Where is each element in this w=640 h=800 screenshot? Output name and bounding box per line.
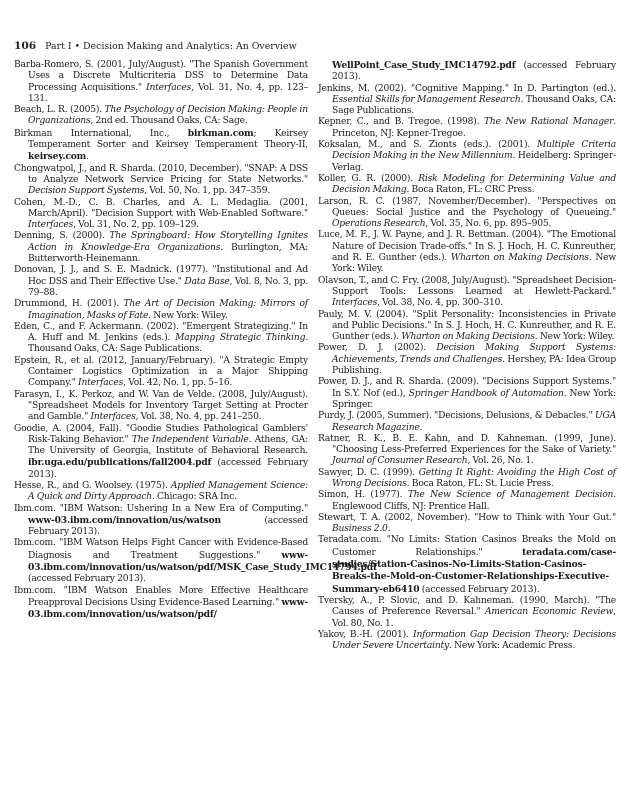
reference-text: Jenkins, M. (2002). "Cognitive Mapping." In D. Partington (ed.). bbox=[318, 83, 616, 94]
reference-text: . New York: Springer. bbox=[332, 388, 617, 410]
reference-text: . bbox=[387, 524, 391, 535]
reference-text: ; Keirsey Temperament Sorter and Keirsey Temperament Theory-II, bbox=[28, 128, 308, 151]
reference-source-title: Decision Making Support Systems: Achievements, Trends and Challenges bbox=[332, 343, 616, 365]
reference-source-title: Data Base bbox=[184, 276, 230, 287]
reference-source-title: Business 2.0 bbox=[332, 524, 388, 535]
reference-text: Yakov, B.-H. (2001). bbox=[318, 629, 414, 640]
reference-text: Denning, S. (2000). bbox=[14, 231, 110, 242]
reference-entry bbox=[14, 231, 308, 265]
reference-source-title: The New Science of Management Decision bbox=[407, 490, 614, 501]
reference-text: Chongwatpol, J., and R. Sharda. (2010, December). "SNAP: A DSS to Analyze Network Service Pricing for State Networks." bbox=[14, 163, 308, 185]
reference-text: . bbox=[419, 422, 423, 433]
reference-source-title: Interfaces bbox=[28, 220, 74, 231]
reference-text: . Thousand Oaks, CA: Sage Publications. bbox=[332, 94, 616, 117]
reference-url: ibr.uga.edu/publications/fall2004.pdf bbox=[28, 457, 212, 469]
reference-entry bbox=[14, 481, 308, 504]
reference-text: Purdy, J. (2005, Summer). "Decisions, Delusions, & Debacles." bbox=[318, 411, 595, 422]
reference-text: Ibm.com. "IBM Watson Enables More Effective Healthcare Preapproval Decisions Using Evidence-Based Learning." bbox=[14, 585, 308, 608]
reference-source-title: Information Gap Decision Theory: Decisions Under Severe Uncertainty bbox=[332, 629, 617, 652]
reference-entry bbox=[318, 377, 616, 411]
reference-entry bbox=[318, 630, 616, 653]
reference-source-title: Interfaces bbox=[146, 82, 192, 93]
reference-text: , Vol. 38, No. 4, pp. 241–250. bbox=[135, 412, 262, 423]
reference-entry bbox=[14, 198, 308, 232]
reference-entry bbox=[14, 105, 308, 128]
reference-text: . Heidelberg: Springer-Verlag. bbox=[332, 151, 616, 173]
reference-text: Ibm.com. "IBM Watson Helps Fight Cancer with Evidence-Based Diagnosis and Treatment Suggestions." bbox=[14, 538, 308, 561]
reference-entry bbox=[318, 140, 616, 174]
reference-text: Epstein, R., et al. (2012, January/February). "A Strategic Empty Container Logistics Optimization in a Major Shipping Company." bbox=[14, 355, 308, 389]
reference-entry bbox=[318, 411, 616, 434]
reference-text: , Vol. 80, No. 1. bbox=[332, 607, 616, 629]
reference-source-title: The Independent Variable bbox=[131, 434, 249, 445]
reference-entry bbox=[14, 356, 308, 390]
reference-source-title: Operations Research bbox=[332, 219, 426, 230]
reference-text: (accessed February 2013). bbox=[28, 458, 308, 480]
reference-entry bbox=[14, 164, 308, 198]
reference-text: , Vol. 31, No. 4, pp. 123–131. bbox=[28, 82, 308, 104]
reference-source-title: Springer Handbook of Automation bbox=[408, 388, 564, 399]
reference-text: Ibm.com. "IBM Watson: Ushering In a New Era of Computing." bbox=[14, 503, 308, 514]
reference-source-title: Getting It Right: Avoiding the High Cost of Wrong Decisions bbox=[332, 467, 616, 489]
reference-entry bbox=[318, 434, 616, 468]
reference-text: Luce, M. F., J. W. Payne, and J. R. Bettman. (2004). "The Emotional Nature of Decision Trade-offs." In S. J. Hoch, H. C. Kunreuther, and R. E. Gunther (eds.). bbox=[318, 230, 616, 264]
reference-entry bbox=[14, 60, 308, 105]
reference-text: . Englewood Cliffs, NJ: Prentice Hall. bbox=[332, 490, 616, 512]
reference-source-title: American Economic Review bbox=[485, 607, 614, 618]
reference-text: Farasyn, I., K. Perkoz, and W. Van de Velde. (2008, July/August). "Spreadsheet Models for Inventory Target Setting at Procter and Gamble." bbox=[14, 389, 308, 423]
reference-entry bbox=[14, 504, 308, 539]
reference-text: Simon, H. (1977). bbox=[318, 490, 408, 501]
reference-text: Teradata.com. "No Limits: Station Casinos Breaks the Mold on Customer Relationships." bbox=[318, 535, 616, 558]
reference-entry bbox=[318, 343, 616, 377]
reference-text: Donovan, J. J., and S. E. Madnick. (1977). "Institutional and Ad Hoc DSS and Their Effective Use." bbox=[14, 265, 308, 287]
reference-text: . Chicago: SRA Inc. bbox=[151, 492, 237, 503]
reference-text: Olavson, T., and C. Fry. (2008, July/August). "Spreadsheet Decision-Support Tools: Lessons Learned at Hewlett-Packard." bbox=[318, 275, 616, 297]
reference-text: . Thousand Oaks, CA: Sage Publications. bbox=[28, 333, 308, 355]
reference-entry-continued bbox=[318, 60, 616, 84]
reference-text: . Boca Raton, FL: CRC Press. bbox=[406, 185, 535, 196]
reference-text: Power, D. J. (2002). bbox=[318, 343, 437, 354]
reference-text: Sawyer, D. C. (1999). bbox=[318, 467, 419, 478]
reference-source-title: Applied Management Science: A Quick and Dirty Approach bbox=[28, 480, 308, 503]
reference-text: , 2nd ed. Thousand Oaks, CA: Sage. bbox=[90, 116, 248, 127]
reference-url: www-03.ibm.com/innovation/us/watson bbox=[28, 514, 221, 526]
reference-source-title: Essential Skills for Management Research bbox=[332, 94, 521, 105]
reference-text: Hesse, R., and G. Woolsey. (1975). bbox=[14, 480, 171, 491]
reference-source-title: Decision Support Systems bbox=[28, 186, 145, 197]
reference-entry bbox=[318, 174, 616, 197]
reference-source-title: The Springboard: How Storytelling Ignites Action in Knowledge-Era Organizations bbox=[28, 231, 308, 253]
reference-text: Drummond, H. (2001). bbox=[14, 299, 124, 310]
reference-source-title: UGA Research Magazine bbox=[332, 411, 616, 433]
page-number: 106 bbox=[14, 40, 37, 52]
reference-source-title: Risk Modeling for Determining Value and Decision Making bbox=[332, 173, 616, 196]
reference-text: , Vol. 26, No. 1. bbox=[467, 456, 534, 467]
reference-source-title: Interfaces bbox=[90, 412, 136, 423]
reference-text: (accessed February 2013). bbox=[332, 61, 616, 83]
reference-url: www-03.ibm.com/innovation/us/watson/pdf/ bbox=[28, 596, 308, 621]
reference-url: teradata.com/case-studies/Station-Casinos-No-Limits-Station-Casinos-Breaks-the-Mold-on-Customer-Relationships-Executive-Summary-eb6410 bbox=[332, 546, 616, 595]
reference-text: . New York: Wiley. bbox=[534, 332, 615, 343]
reference-text: Ratner, R. K., B. E. Kahn, and D. Kahneman. (1999, June). "Choosing Less-Preferred Experiences for the Sake of Variety." bbox=[318, 433, 616, 456]
reference-text: Koller, G. R. (2000). bbox=[318, 173, 419, 184]
reference-text: , Vol. 50, No. 1, pp. 347–359. bbox=[144, 186, 271, 197]
reference-text: . bbox=[86, 152, 89, 163]
reference-text: Cohen, M.-D., C. B. Charles, and A. L. Medaglia. (2001, March/April). "Decision Support with Web-Enabled Software." bbox=[14, 197, 308, 219]
reference-text: Pauly, M. V. (2004). "Split Personality: Inconsistencies in Private and Public Decisions." In S. J. Hoch, H. C. Kunreuther, and R. E. Gunther (eds.). bbox=[318, 309, 616, 343]
reference-entry bbox=[318, 310, 616, 344]
reference-source-title: Interfaces bbox=[78, 378, 124, 389]
reference-entry bbox=[318, 117, 616, 140]
reference-source-title: The New Rational Manager bbox=[483, 117, 614, 128]
reference-text: Larson, R. C. (1987, November/December). "Perspectives on Queues: Social Justice and the Psychology of Queueing." bbox=[318, 196, 616, 218]
reference-entry bbox=[318, 468, 616, 491]
reference-url: birkman.com bbox=[187, 127, 254, 139]
reference-source-title: Mapping Strategic Thinking bbox=[175, 333, 306, 344]
reference-url: www-03.ibm.com/innovation/us/watson/pdf/MSK_Case_Study_IMC14794.pdf bbox=[28, 549, 377, 574]
reference-source-title: The Art of Decision Making: Mirrors of Imagination, Masks of Fate bbox=[28, 299, 309, 321]
reference-text: Power, D. J., and R. Sharda. (2009). "Decisions Support Systems." In S.Y. Nof (ed.), bbox=[318, 377, 616, 399]
reference-text: Barba-Romero, S. (2001, July/August). "The Spanish Government Uses a Discrete Multicriteria DSS to Determine Data Processing Acquisitions." bbox=[14, 60, 308, 93]
running-header bbox=[14, 40, 614, 52]
reference-entry bbox=[14, 424, 308, 481]
reference-entry bbox=[14, 128, 308, 164]
reference-entry bbox=[14, 299, 308, 322]
reference-url: keirsey.com bbox=[28, 151, 87, 163]
reference-source-title: Wharton on Making Decisions bbox=[450, 253, 589, 264]
reference-text: (accessed February 2013). bbox=[28, 515, 308, 538]
reference-text: . Burlington, MA: Butterworth-Heinemann. bbox=[28, 242, 308, 265]
reference-entry bbox=[14, 538, 377, 585]
reference-entry bbox=[318, 513, 616, 536]
reference-text: Beach, L. R. (2005). bbox=[14, 105, 105, 116]
reference-url: WellPoint_Case_Study_IMC14792.pdf bbox=[332, 60, 516, 71]
reference-source-title: Multiple Criteria Decision Making in the New Millennium bbox=[332, 140, 616, 162]
reference-entry bbox=[318, 490, 616, 513]
reference-text: Goodie, A. (2004, Fall). "Goodie Studies Pathological Gamblers' Risk-Taking Behavior." bbox=[14, 423, 308, 445]
reference-text: Koksalan, M., and S. Zionts (eds.). (2001). bbox=[318, 140, 537, 151]
reference-text: , Vol. 38, No. 4, pp. 300–310. bbox=[377, 298, 504, 309]
reference-text: . New York: Academic Press. bbox=[449, 641, 576, 652]
reference-text: (accessed February 2013). bbox=[28, 574, 146, 585]
reference-entry bbox=[318, 535, 616, 595]
running-head-title: Part I • Decision Making and Analytics: An Overview bbox=[45, 41, 297, 52]
reference-source-title: Wharton on Making Decisions bbox=[401, 332, 535, 343]
reference-entry bbox=[14, 322, 308, 356]
reference-text: . Boca Raton, FL: St. Lucie Press. bbox=[406, 478, 554, 489]
reference-entry bbox=[318, 84, 616, 118]
reference-entry bbox=[318, 276, 616, 310]
reference-text: Kepner, C., and B. Tregoe. (1998). bbox=[318, 117, 484, 128]
reference-entry bbox=[318, 596, 616, 630]
reference-text: , Vol. 35, No. 6, pp. 895–905. bbox=[425, 219, 552, 230]
reference-text: . Athens, GA: The University of Georgia, Institute of Behavioral Research. bbox=[28, 434, 308, 457]
reference-text: Birkman International, Inc., bbox=[14, 128, 188, 139]
reference-text: , Vol. 8, No. 3, pp. 79–88. bbox=[28, 276, 308, 298]
reference-text: . Princeton, NJ: Kepner-Tregoe. bbox=[332, 117, 616, 139]
references-right-column bbox=[318, 60, 616, 652]
reference-source-title: Interfaces bbox=[332, 298, 378, 309]
reference-text: Eden, C., and F. Ackermann. (2002). "Emergent Strategizing." In A. Huff and M. Jenkins (eds.). bbox=[14, 321, 308, 344]
reference-entry bbox=[14, 390, 308, 424]
reference-entry bbox=[14, 586, 308, 622]
reference-text: (accessed February 2013). bbox=[419, 584, 540, 595]
reference-entry bbox=[318, 197, 616, 231]
reference-text: . New York: Wiley. bbox=[332, 253, 616, 275]
reference-entry bbox=[14, 265, 308, 299]
reference-text: , Vol. 42, No. 1, pp. 5–16. bbox=[123, 378, 233, 389]
reference-source-title: Journal of Consumer Research bbox=[332, 456, 468, 467]
reference-entry bbox=[318, 230, 616, 275]
reference-text: Stewart, T. A. (2002, November). "How to Think with Your Gut." bbox=[318, 512, 616, 523]
reference-text: . New York: Wiley. bbox=[148, 310, 228, 321]
reference-text: Tversky, A., P. Slovic, and D. Kahneman. (1990, March). "The Causes of Preference Reversal." bbox=[318, 595, 616, 618]
reference-text: . Hershey, PA: Idea Group Publishing. bbox=[332, 354, 616, 377]
reference-source-title: The Psychology of Decision Making: People in Organizations bbox=[28, 105, 308, 127]
reference-text: , Vol. 31, No. 2, pp. 109–129. bbox=[73, 220, 200, 231]
